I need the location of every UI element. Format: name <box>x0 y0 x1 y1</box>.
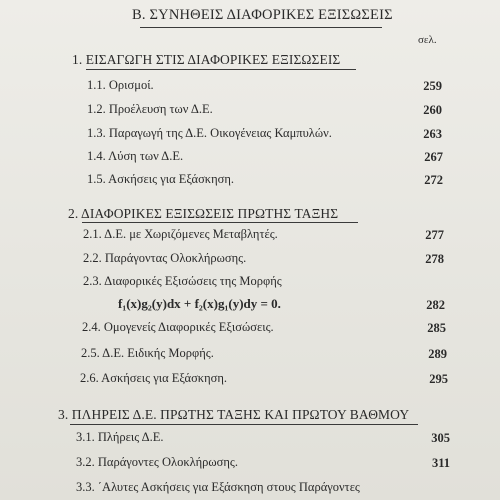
toc-entry: 3.3. ΄Αλυτες Ασκήσεις για Εξάσκηση στους Παράγοντες <box>76 480 360 494</box>
toc-page-number: 305 <box>431 431 450 445</box>
toc-entry: 3.2. Παράγοντες Ολοκλήρωσης. <box>76 455 238 469</box>
toc-page-number: 278 <box>425 252 444 266</box>
toc-page-number: 263 <box>423 127 442 141</box>
toc-entry: 1.1. Ορισμοί. <box>87 78 154 92</box>
toc-entry: 2.2. Παράγοντας Ολοκλήρωσης. <box>83 251 247 265</box>
toc-entry: 2.5. Δ.Ε. Ειδικής Μορφής. <box>81 346 214 360</box>
chapter-underline <box>82 222 358 223</box>
toc-page-number: 311 <box>431 456 450 470</box>
toc-page-number: 277 <box>425 228 444 242</box>
toc-page-number: 272 <box>424 173 443 187</box>
chapter-heading: 1. ΕΙΣΑΓΩΓΗ ΣΤΙΣ ΔΙΑΦΟΡΙΚΕΣ ΕΞΙΣΩΣΕΙΣ <box>72 52 341 67</box>
chapter-heading: 3. ΠΛΗΡΕΙΣ Δ.Ε. ΠΡΩΤΗΣ ΤΑΞΗΣ ΚΑΙ ΠΡΩΤΟΥ ΒΑΘΜΟΥ <box>58 407 410 422</box>
toc-entry: 1.4. Λύση των Δ.Ε. <box>87 149 184 163</box>
page-column-label: σελ. <box>418 34 437 46</box>
chapter-heading: 2. ΔΙΑΦΟΡΙΚΕΣ ΕΞΙΣΩΣΕΙΣ ΠΡΩΤΗΣ ΤΑΞΗΣ <box>68 206 339 221</box>
toc-page-number: 260 <box>423 103 442 117</box>
toc-entry: 2.1. Δ.Ε. με Χωριζόμενες Μεταβλητές. <box>83 227 278 241</box>
toc-page-number: 259 <box>423 79 442 93</box>
toc-entry: 3.1. Πλήρεις Δ.Ε. <box>76 430 164 444</box>
page-title: Β. ΣΥΝΗΘΕΙΣ ΔΙΑΦΟΡΙΚΕΣ ΕΞΙΣΩΣΕΙΣ <box>132 7 393 23</box>
title-underline <box>140 27 382 28</box>
toc-page-number: 282 <box>426 298 445 312</box>
toc-entry: 2.3. Διαφορικές Εξισώσεις της Μορφής <box>83 274 282 288</box>
chapter-underline <box>70 424 418 425</box>
toc-page-number: 285 <box>427 321 446 335</box>
toc-entry: 2.6. Ασκήσεις για Εξάσκηση. <box>80 371 228 385</box>
toc-entry: 1.5. Ασκήσεις για Εξάσκηση. <box>87 172 235 186</box>
toc-entry: 1.2. Προέλευση των Δ.Ε. <box>87 102 213 116</box>
chapter-underline <box>86 69 356 70</box>
toc-page-number: 295 <box>429 372 448 386</box>
toc-page-number: 289 <box>428 347 447 361</box>
toc-entry: 1.3. Παραγωγή της Δ.Ε. Οικογένειας Καμπυλών. <box>87 126 332 140</box>
toc-entry: 2.4. Ομογενείς Διαφορικές Εξισώσεις. <box>82 320 274 334</box>
toc-entry-formula: f₁(x)g₂(y)dx + f₂(x)g₁(y)dy = 0. <box>118 296 281 311</box>
toc-page-number: 267 <box>424 150 443 164</box>
